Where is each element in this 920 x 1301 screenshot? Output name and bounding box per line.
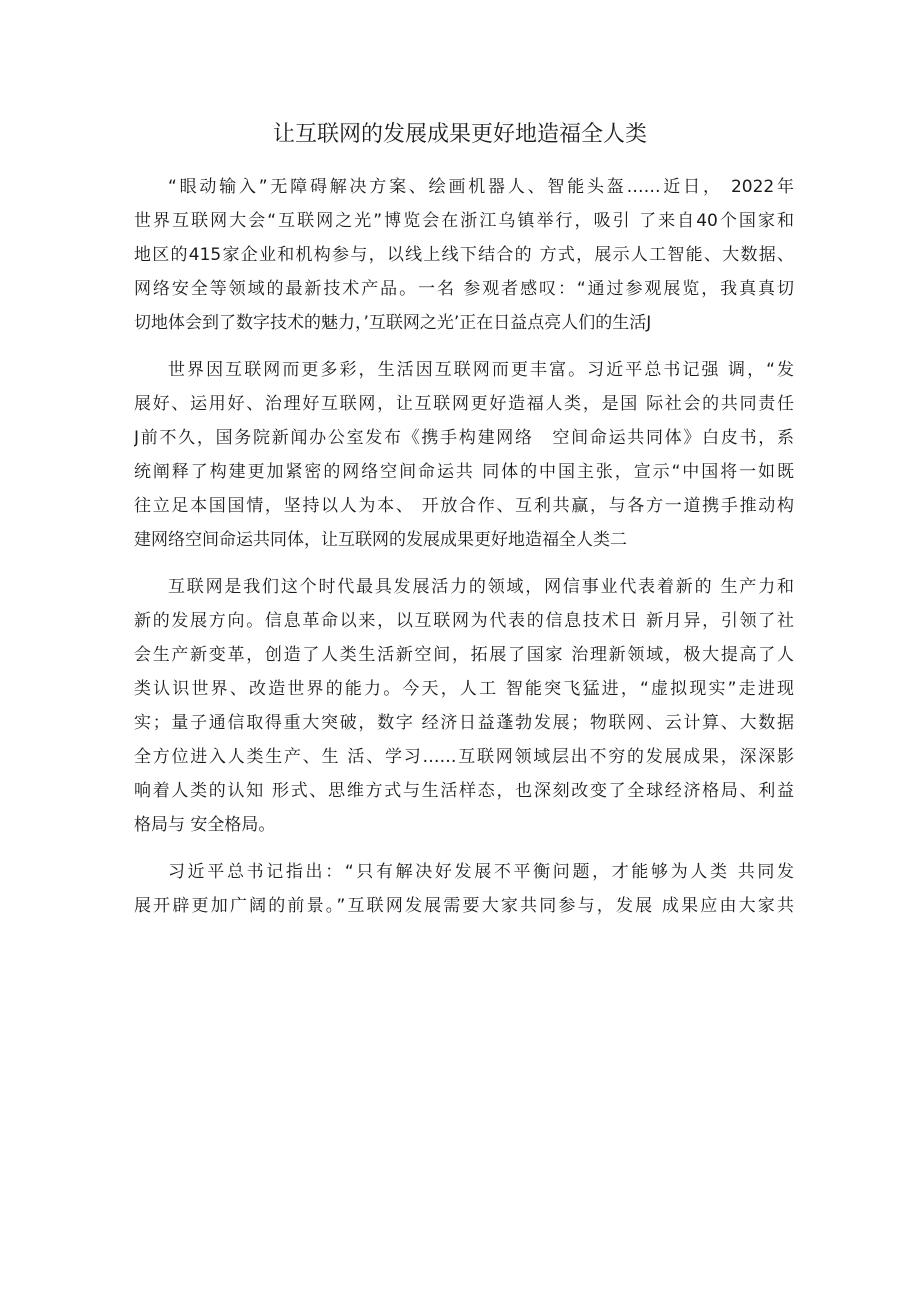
paragraph-line: “眼动输入”无障碍解决方案、绘画机器人、智能头盔……近日， 2022年 — [168, 177, 794, 197]
paragraph-line: 互联网是我们这个时代最具发展活力的领域，网信事业代表着新的 生产力和 — [168, 577, 794, 597]
paragraph-line: 响着人类的认知 形式、思维方式与生活样态，也深刻改变了全球经济格局、利益 — [134, 781, 794, 801]
paragraph-line: 往立足本国国情，坚持以人为本、 开放合作、互利共赢，与各方一道携手推动构 — [134, 496, 794, 516]
paragraph-line: 类认识世界、改造世界的能力。今天，人工 智能突飞猛进，“虚拟现实”走进现 — [134, 679, 794, 699]
paragraph-line: 全方位进入人类生产、生 活、学习……互联网领域层出不穷的发展成果，深深影 — [134, 747, 794, 767]
paragraph-line: 统阐释了构建更加紧密的网络空间命运共 同体的中国主张，宣示“中国将一如既 — [134, 462, 794, 482]
paragraph-line: 新的发展方向。信息革命以来，以互联网为代表的信息技术日 新月异，引领了社 — [134, 611, 794, 631]
paragraph-2 — [134, 353, 794, 557]
document-body — [134, 170, 794, 936]
paragraph-line: 展开辟更加广阔的前景。”互联网发展需要大家共同参与，发展 成果应由大家共 — [134, 896, 794, 916]
paragraph-line: 格局与 安全格局。 — [134, 815, 276, 835]
paragraph-line: 实；量子通信取得重大突破，数字 经济日益蓬勃发展；物联网、云计算、大数据 — [134, 713, 794, 733]
paragraph-line: 世界互联网大会“互联网之光”博览会在浙江乌镇举行，吸引 了来自40个国家和 — [134, 211, 794, 231]
paragraph-line: 会生产新变革，创造了人类生活新空间，拓展了国家 治理新领域，极大提高了人 — [134, 645, 794, 665]
document-title: 让互联网的发展成果更好地造福全人类 — [272, 122, 647, 147]
paragraph-4 — [134, 855, 794, 923]
paragraph-line: J前不久，国务院新闻办公室发布《携手构建网络 空间命运共同体》白皮书，系 — [134, 428, 794, 448]
paragraph-1 — [134, 170, 794, 340]
paragraph-line: 建网络空间命运共同体，让互联网的发展成果更好地造福全人类二 — [134, 530, 627, 550]
paragraph-line: 切地体会到了数字技术的魅力，’互联网之光’正在日益点亮人们的生活J — [134, 313, 652, 333]
paragraph-line: 网络安全等领域的最新技术产品。一名 参观者感叹：“通过参观展览，我真真切 — [134, 279, 794, 299]
paragraph-line: 世界因互联网而更多彩，生活因互联网而更丰富。习近平总书记强 调，“发 — [168, 360, 794, 380]
paragraph-line: 地区的415家企业和机构参与，以线上线下结合的 方式，展示人工智能、大数据、 — [134, 245, 794, 265]
paragraph-3 — [134, 570, 794, 842]
paragraph-line: 习近平总书记指出：“只有解决好发展不平衡问题，才能够为人类 共同发 — [168, 862, 794, 882]
paragraph-line: 展好、运用好、治理好互联网，让互联网更好造福人类，是国 际社会的共同责任 — [134, 394, 794, 414]
